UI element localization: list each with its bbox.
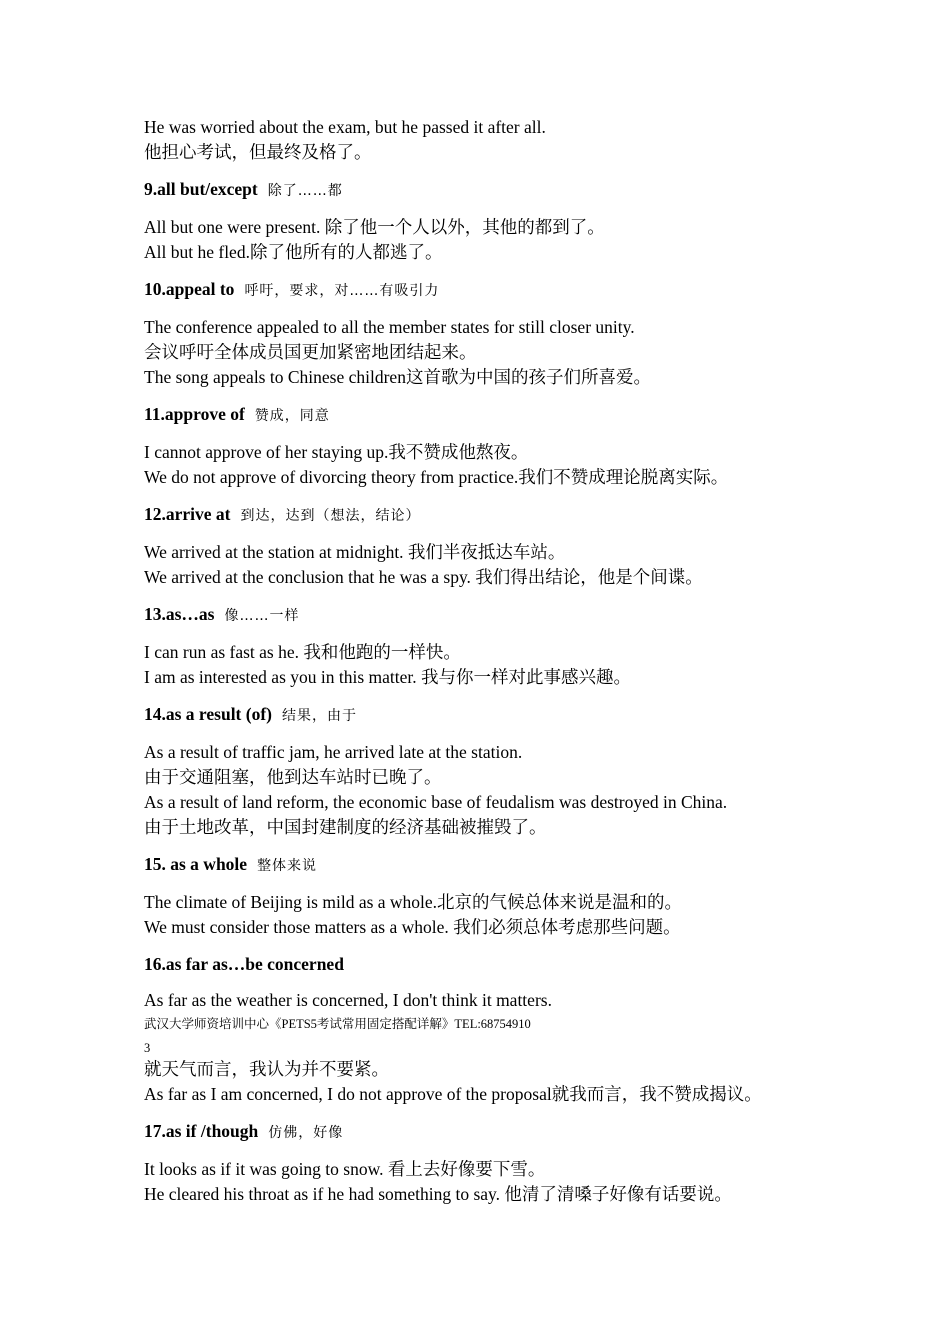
example-line: 会议呼吁全体成员国更加紧密地团结起来。 bbox=[144, 342, 477, 362]
phrase-term: 15. as a whole bbox=[144, 854, 248, 874]
phrase-section bbox=[144, 502, 844, 590]
phrase-section bbox=[144, 1119, 844, 1207]
phrase-meaning: 赞成，同意 bbox=[254, 408, 330, 424]
example-line: I can run as fast as he. 我和他跑的一样快。 bbox=[144, 642, 461, 662]
phrase-meaning: 到达，达到（想法，结论） bbox=[240, 508, 421, 524]
phrase-sections bbox=[144, 177, 844, 1013]
example-line: The climate of Beijing is mild as a whole.北京的气候总体来说是温和的。 bbox=[144, 892, 683, 912]
continuation-line: As far as I am concerned, I do not approve of the proposal就我而言，我不赞成揭议。 bbox=[144, 1084, 762, 1104]
example-line: All but he fled.除了他所有的人都逃了。 bbox=[144, 242, 443, 262]
phrase-meaning: 除了……都 bbox=[267, 183, 343, 199]
phrase-heading bbox=[144, 177, 844, 204]
example-line: The song appeals to Chinese children这首歌为中国的孩子们所喜爱。 bbox=[144, 367, 651, 387]
phrase-heading bbox=[144, 277, 844, 304]
example-line: I am as interested as you in this matter. 我与你一样对此事感兴趣。 bbox=[144, 667, 632, 687]
phrase-meaning: 整体来说 bbox=[257, 858, 318, 874]
example-line: As a result of traffic jam, he arrived late at the station. bbox=[144, 742, 523, 762]
phrase-heading bbox=[144, 702, 844, 729]
phrase-meaning: 结果，由于 bbox=[282, 708, 357, 724]
example-line: We do not approve of divorcing theory from practice.我们不赞成理论脱离实际。 bbox=[144, 467, 729, 487]
intro-line-en: He was worried about the exam, but he passed it after all. bbox=[144, 117, 546, 137]
intro-line-zh: 他担心考试，但最终及格了。 bbox=[144, 142, 372, 162]
page-content bbox=[144, 115, 844, 1207]
phrase-term: 11.approve of bbox=[144, 404, 245, 424]
phrase-heading bbox=[144, 852, 844, 879]
page-number: 3 bbox=[144, 1041, 151, 1055]
continuation-line: 就天气而言，我认为并不要紧。 bbox=[144, 1059, 389, 1079]
example-line: It looks as if it was going to snow. 看上去好像要下雪。 bbox=[144, 1159, 546, 1179]
phrase-meaning: 呼吁，要求，对……有吸引力 bbox=[244, 283, 440, 299]
continuation-block bbox=[144, 1057, 844, 1107]
phrase-heading bbox=[144, 502, 844, 529]
intro-block bbox=[144, 115, 844, 165]
page-footer: 武汉大学师资培训中心《PETS5考试常用固定搭配详解》TEL:68754910 bbox=[144, 1017, 531, 1031]
phrase-term: 12.arrive at bbox=[144, 504, 231, 524]
phrase-term: 17.as if /though bbox=[144, 1121, 259, 1141]
example-line: 由于交通阻塞，他到达车站时已晚了。 bbox=[144, 767, 442, 787]
phrase-term: 10.appeal to bbox=[144, 279, 235, 299]
phrase-section bbox=[144, 602, 844, 690]
example-line: The conference appealed to all the member states for still closer unity. bbox=[144, 317, 635, 337]
phrase-meaning: 像……一样 bbox=[224, 608, 300, 624]
phrase-section bbox=[144, 402, 844, 490]
phrase-heading bbox=[144, 402, 844, 429]
example-line: We must consider those matters as a whole. 我们必须总体考虑那些问题。 bbox=[144, 917, 681, 937]
phrase-term: 16.as far as…be concerned bbox=[144, 954, 344, 974]
phrase-section bbox=[144, 177, 844, 265]
phrase-heading bbox=[144, 952, 844, 977]
example-line: I cannot approve of her staying up.我不赞成他熬夜。 bbox=[144, 442, 529, 462]
phrase-term: 9.all but/except bbox=[144, 179, 258, 199]
phrase-section bbox=[144, 852, 844, 940]
phrase-section bbox=[144, 952, 844, 1013]
example-line: All but one were present. 除了他一个人以外，其他的都到了。 bbox=[144, 217, 605, 237]
example-line: As a result of land reform, the economic base of feudalism was destroyed in China. bbox=[144, 792, 728, 812]
example-line: He cleared his throat as if he had something to say. 他清了清嗓子好像有话要说。 bbox=[144, 1184, 732, 1204]
phrase-section bbox=[144, 277, 844, 390]
phrase-meaning: 仿佛，好像 bbox=[268, 1125, 344, 1141]
phrase-term: 14.as a result (of) bbox=[144, 704, 272, 724]
example-line: We arrived at the station at midnight. 我们半夜抵达车站。 bbox=[144, 542, 566, 562]
example-line: As far as the weather is concerned, I don't think it matters. bbox=[144, 990, 552, 1010]
example-line: 由于土地改革，中国封建制度的经济基础被摧毁了。 bbox=[144, 817, 547, 837]
phrase-heading bbox=[144, 1119, 844, 1146]
phrase-heading bbox=[144, 602, 844, 629]
phrase-section bbox=[144, 702, 844, 840]
example-line: We arrived at the conclusion that he was a spy. 我们得出结论，他是个间谍。 bbox=[144, 567, 703, 587]
phrase-term: 13.as…as bbox=[144, 604, 215, 624]
